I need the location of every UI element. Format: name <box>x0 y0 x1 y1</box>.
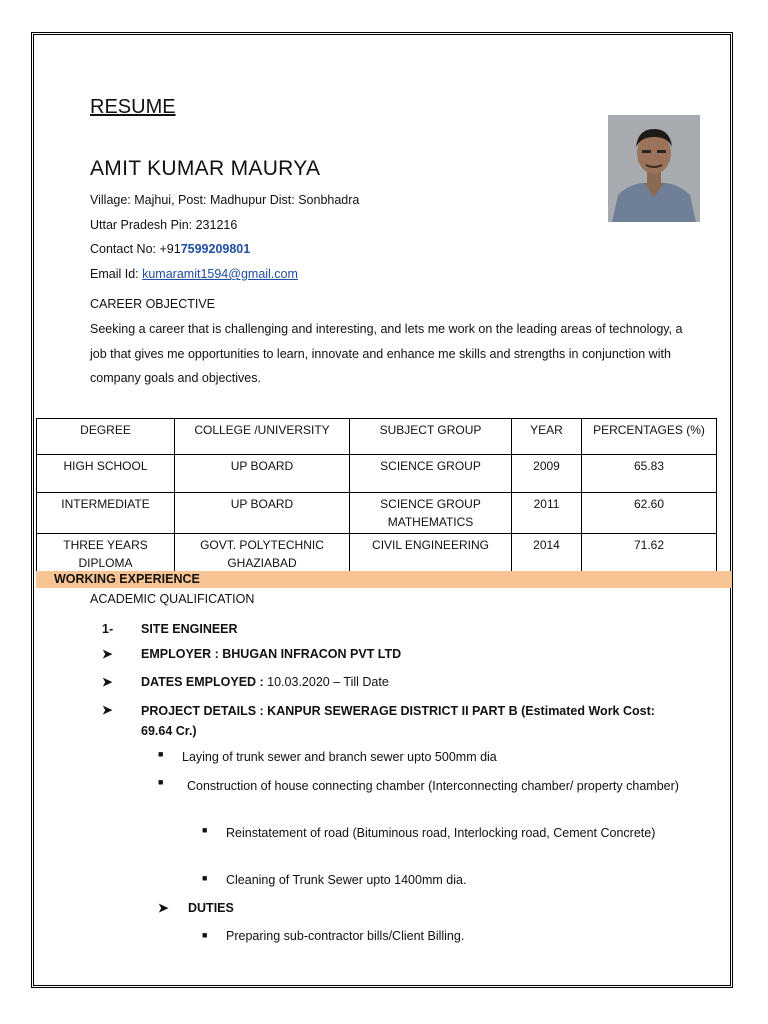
sub-work-item: Cleaning of Trunk Sewer upto 1400mm dia. <box>226 873 467 887</box>
dates-label: DATES EMPLOYED : <box>141 675 264 689</box>
cell-degree: INTERMEDIATE <box>37 493 175 534</box>
email-label: Email Id: <box>90 267 143 281</box>
dates-value: 10.03.2020 – Till Date <box>263 675 389 689</box>
arrow-bullet-icon: ➤ <box>102 703 113 717</box>
cell-year: 2009 <box>512 455 582 493</box>
sub-work-item: Reinstatement of road (Bituminous road, Interlocking road, Cement Concrete) <box>226 826 656 840</box>
cell-college: UP BOARD <box>175 455 350 493</box>
profile-photo <box>608 115 700 222</box>
dates-line <box>141 675 389 689</box>
cell-college: UP BOARD <box>175 493 350 534</box>
cell-degree: HIGH SCHOOL <box>37 455 175 493</box>
table-row <box>37 493 717 534</box>
square-bullet-icon: ■ <box>202 930 208 940</box>
work-item: Laying of trunk sewer and branch sewer upto 500mm dia <box>182 750 497 764</box>
contact-line <box>90 242 250 256</box>
header-subject: SUBJECT GROUP <box>350 419 512 455</box>
position-title: SITE ENGINEER <box>141 622 238 636</box>
cell-college: GOVT. POLYTECHNIC GHAZIABAD <box>175 534 350 575</box>
academic-qualification-label: ACADEMIC QUALIFICATION <box>90 592 255 606</box>
cell-year: 2014 <box>512 534 582 575</box>
square-bullet-icon: ■ <box>202 873 208 883</box>
header-year: YEAR <box>512 419 582 455</box>
contact-label: Contact No: +91 <box>90 242 181 256</box>
cell-year: 2011 <box>512 493 582 534</box>
cell-percentage: 65.83 <box>582 455 717 493</box>
cell-degree: THREE YEARS DIPLOMA <box>37 534 175 575</box>
contact-number[interactable]: 7599209801 <box>180 242 251 256</box>
candidate-name: AMIT KUMAR MAURYA <box>90 157 321 180</box>
item-number: 1- <box>102 622 114 636</box>
duties-heading: DUTIES <box>188 901 234 915</box>
email-link[interactable]: kumaramit1594@gmail.com <box>142 267 298 281</box>
email-line <box>90 267 298 281</box>
cell-subject: CIVIL ENGINEERING <box>350 534 512 575</box>
objective-heading: CAREER OBJECTIVE <box>90 297 216 311</box>
address-line-2: Uttar Pradesh Pin: 231216 <box>90 218 238 232</box>
project-details: PROJECT DETAILS : KANPUR SEWERAGE DISTRICT II PART B (Estimated Work Cost: 69.64 Cr.) <box>141 704 655 738</box>
square-bullet-icon: ■ <box>158 749 164 759</box>
employer-line: EMPLOYER : BHUGAN INFRACON PVT LTD <box>141 647 402 661</box>
header-percentage: PERCENTAGES (%) <box>582 419 717 455</box>
duty-item: Preparing sub-contractor bills/Client Billing. <box>226 929 465 943</box>
cell-subject: SCIENCE GROUP MATHEMATICS <box>350 493 512 534</box>
objective-text: Seeking a career that is challenging and interesting, and lets me work on the leading areas of technology, a job that gives me opportunities to learn, innovate and enhance me skills and strengths in conjunction with company goals and objectives. <box>90 322 683 385</box>
arrow-bullet-icon: ➤ <box>102 647 113 661</box>
arrow-bullet-icon: ➤ <box>102 675 113 689</box>
education-table <box>36 418 717 575</box>
square-bullet-icon: ■ <box>158 777 164 787</box>
table-row <box>37 455 717 493</box>
table-row <box>37 534 717 575</box>
working-experience-heading: WORKING EXPERIENCE <box>36 571 732 588</box>
header-college: COLLEGE /UNIVERSITY <box>175 419 350 455</box>
cell-percentage: 71.62 <box>582 534 717 575</box>
arrow-bullet-icon: ➤ <box>158 901 169 915</box>
square-bullet-icon: ■ <box>202 825 208 835</box>
address-line-1: Village: Majhui, Post: Madhupur Dist: Sonbhadra <box>90 193 360 207</box>
table-header-row <box>37 419 717 455</box>
cell-percentage: 62.60 <box>582 493 717 534</box>
header-degree: DEGREE <box>37 419 175 455</box>
work-item: Construction of house connecting chamber (Interconnecting chamber/ property chamber) <box>187 779 679 793</box>
cell-subject: SCIENCE GROUP <box>350 455 512 493</box>
resume-title: RESUME <box>90 96 176 118</box>
